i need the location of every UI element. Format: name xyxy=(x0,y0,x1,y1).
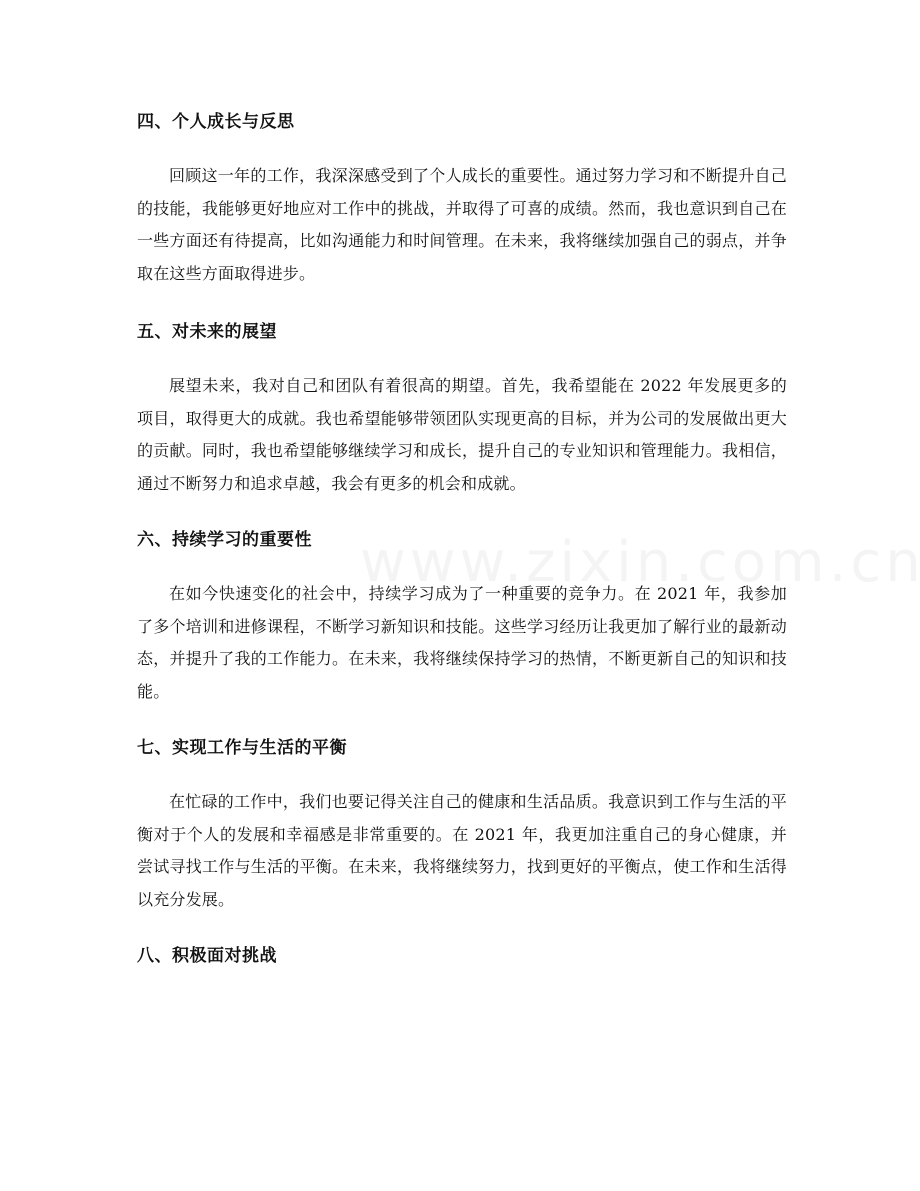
section-heading: 六、持续学习的重要性 xyxy=(137,530,312,550)
section-paragraph: 在如今快速变化的社会中，持续学习成为了一种重要的竞争力。在 2021 年，我参加了多个培训和进修课程，不断学习新知识和技能。这些学习经历让我更加了解行业的最新动态，并提升了我的工作能力。在未来，我将继续保持学习的热情，不断更新自己的知识和技能。 xyxy=(137,584,787,701)
section-heading: 五、对未来的展望 xyxy=(137,322,277,342)
section-heading: 四、个人成长与反思 xyxy=(137,112,295,132)
section-continuous-learning xyxy=(137,529,787,708)
section-heading: 七、实现工作与生活的平衡 xyxy=(137,738,347,758)
section-heading: 八、积极面对挑战 xyxy=(137,946,277,966)
section-future-outlook xyxy=(137,321,787,500)
section-paragraph: 展望未来，我对自己和团队有着很高的期望。首先，我希望能在 2022 年发展更多的项目，取得更大的成就。我也希望能够带领团队实现更高的目标，并为公司的发展做出更大的贡献。同时，我也希望能够继续学习和成长，提升自己的专业知识和管理能力。我相信，通过不断努力和追求卓越，我会有更多的机会和成就。 xyxy=(137,376,787,493)
section-paragraph: 回顾这一年的工作，我深深感受到了个人成长的重要性。通过努力学习和不断提升自己的技能，我能够更好地应对工作中的挑战，并取得了可喜的成绩。然而，我也意识到自己在一些方面还有待提高，比如沟通能力和时间管理。在未来，我将继续加强自己的弱点，并争取在这些方面取得进步。 xyxy=(137,166,787,283)
section-work-life-balance xyxy=(137,737,787,916)
section-facing-challenges xyxy=(137,945,787,967)
section-paragraph: 在忙碌的工作中，我们也要记得关注自己的健康和生活品质。我意识到工作与生活的平衡对于个人的发展和幸福感是非常重要的。在 2021 年，我更加注重自己的身心健康，并尝试寻找工作与生活的平衡。在未来，我将继续努力，找到更好的平衡点，使工作和生活得以充分发展。 xyxy=(137,792,787,909)
section-personal-growth xyxy=(137,111,787,290)
